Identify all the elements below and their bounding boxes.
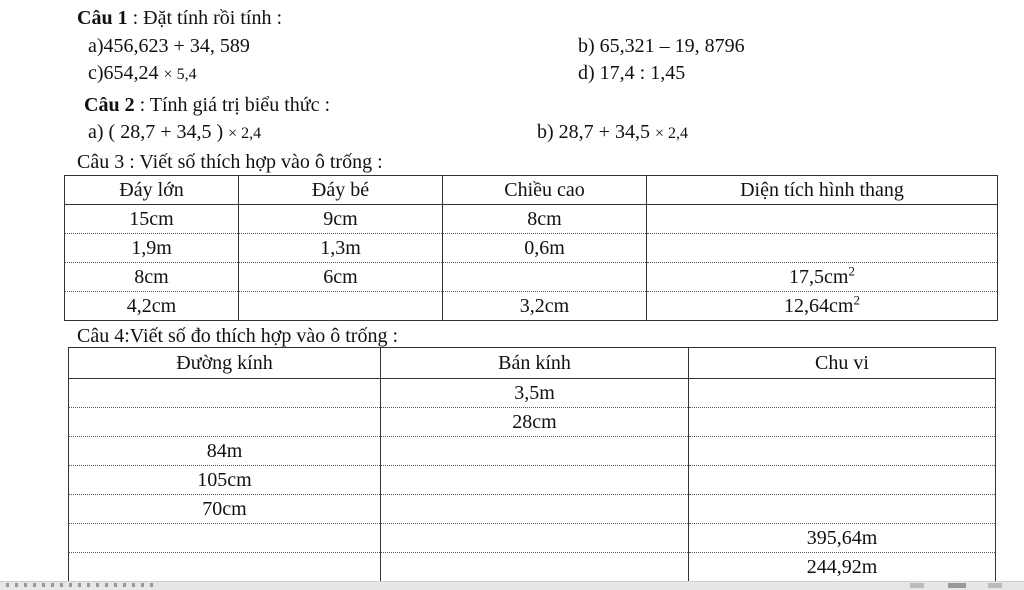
table-cell — [69, 553, 381, 582]
area-exponent: 2 — [853, 291, 860, 307]
question-2-label: Câu 2 — [84, 94, 135, 116]
header-cell: Chiều cao — [443, 176, 647, 205]
question-1-label: Câu 1 — [77, 7, 128, 29]
status-text-placeholder — [6, 583, 156, 587]
question-1d: d) 17,4 : 1,45 — [578, 62, 686, 84]
table-cell: 3,5m — [381, 379, 689, 408]
question-1c-multiplier: × 5,4 — [163, 66, 197, 83]
table-cell — [381, 495, 689, 524]
table-cell — [689, 466, 996, 495]
table-cell: 4,2cm — [65, 292, 239, 321]
table-row — [69, 379, 996, 408]
area-value: 17,5cm — [789, 265, 849, 288]
question-2a — [88, 120, 261, 146]
question-2a-multiplier: × 2,4 — [228, 125, 262, 142]
header-cell: Chu vi — [689, 348, 996, 379]
table-cell: 1,3m — [239, 234, 443, 263]
table-header-row — [69, 348, 996, 379]
table-cell — [443, 263, 647, 292]
table-cell — [689, 437, 996, 466]
table-cell: 244,92m — [689, 553, 996, 582]
table-row — [69, 437, 996, 466]
table-cell — [381, 553, 689, 582]
table-row — [69, 466, 996, 495]
table-row — [69, 524, 996, 553]
question-1a: a)456,623 + 34, 589 — [88, 35, 250, 57]
question-1b: b) 65,321 – 19, 8796 — [578, 35, 745, 57]
table-cell: 8cm — [443, 205, 647, 234]
table-cell — [381, 466, 689, 495]
question-4-title: Câu 4:Viết số đo thích hợp vào ô trống : — [77, 325, 399, 347]
table-cell: 0,6m — [443, 234, 647, 263]
header-cell: Bán kính — [381, 348, 689, 379]
table-cell: 28cm — [381, 408, 689, 437]
trapezoid-table — [64, 175, 998, 321]
question-1c — [88, 61, 197, 87]
table-cell: 1,9m — [65, 234, 239, 263]
table-cell: 3,2cm — [443, 292, 647, 321]
table-cell — [69, 408, 381, 437]
question-1-instruction: : Đặt tính rồi tính : — [127, 7, 283, 29]
table-cell: 6cm — [239, 263, 443, 292]
table-cell — [69, 524, 381, 553]
header-cell: Đường kính — [69, 348, 381, 379]
table-cell — [689, 379, 996, 408]
table-row — [65, 234, 998, 263]
header-cell: Diện tích hình thang — [647, 176, 998, 205]
table-cell — [239, 292, 443, 321]
view-mode-icon[interactable] — [910, 583, 924, 588]
table-cell — [689, 408, 996, 437]
table-row — [65, 205, 998, 234]
question-2b-multiplier: × 2,4 — [654, 125, 688, 142]
question-2b — [537, 120, 688, 146]
table-cell: 70cm — [69, 495, 381, 524]
zoom-icon[interactable] — [988, 583, 1002, 588]
table-cell — [647, 205, 998, 234]
table-cell — [381, 524, 689, 553]
area-exponent: 2 — [848, 262, 855, 278]
table-cell — [647, 292, 998, 321]
table-cell — [381, 437, 689, 466]
header-cell: Đáy bé — [239, 176, 443, 205]
table-cell: 8cm — [65, 263, 239, 292]
table-row — [65, 263, 998, 292]
question-2b-text: b) 28,7 + 34,5 — [537, 121, 655, 143]
question-2a-text: a) ( 28,7 + 34,5 ) — [88, 121, 229, 143]
area-value: 12,64cm — [784, 294, 854, 317]
table-header-row — [65, 176, 998, 205]
header-cell: Đáy lớn — [65, 176, 239, 205]
question-2-instruction: : Tính giá trị biểu thức : — [134, 94, 331, 116]
table-cell: 105cm — [69, 466, 381, 495]
table-row — [65, 292, 998, 321]
question-1-title — [77, 6, 282, 30]
table-cell — [689, 495, 996, 524]
table-cell: 395,64m — [689, 524, 996, 553]
table-cell: 84m — [69, 437, 381, 466]
question-3-title: Câu 3 : Viết số thích hợp vào ô trống : — [77, 151, 383, 173]
question-2-title — [84, 93, 330, 117]
question-1c-text: c)654,24 — [88, 62, 164, 84]
table-cell: 15cm — [65, 205, 239, 234]
circle-table — [68, 347, 996, 582]
table-cell: 9cm — [239, 205, 443, 234]
table-cell — [69, 379, 381, 408]
table-row — [69, 553, 996, 582]
table-cell — [647, 263, 998, 292]
table-cell — [647, 234, 998, 263]
layout-view-icon[interactable] — [948, 583, 966, 588]
table-row — [69, 495, 996, 524]
table-row — [69, 408, 996, 437]
